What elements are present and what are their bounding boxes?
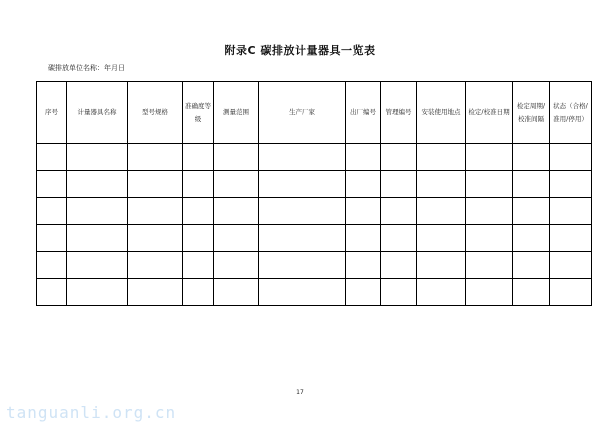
table-cell[interactable] — [214, 252, 259, 279]
table-cell[interactable] — [417, 252, 466, 279]
table-cell[interactable] — [346, 225, 381, 252]
table-cell[interactable] — [37, 171, 67, 198]
table-cell[interactable] — [346, 198, 381, 225]
header-model-spec: 型号规格 — [128, 82, 183, 144]
table-cell[interactable] — [513, 171, 550, 198]
table-cell[interactable] — [183, 279, 214, 306]
table-cell[interactable] — [214, 198, 259, 225]
header-calibration-interval: 检定周期/校准间隔 — [513, 82, 550, 144]
header-calibration-date: 检定/校准日期 — [466, 82, 513, 144]
table-cell[interactable] — [466, 225, 513, 252]
table-cell[interactable] — [513, 198, 550, 225]
table-cell[interactable] — [67, 252, 128, 279]
table-cell[interactable] — [346, 171, 381, 198]
table-row — [37, 198, 592, 225]
table-cell[interactable] — [37, 198, 67, 225]
table-cell[interactable] — [128, 252, 183, 279]
table-cell[interactable] — [417, 198, 466, 225]
table-cell[interactable] — [67, 144, 128, 171]
table-cell[interactable] — [550, 144, 592, 171]
table-cell[interactable] — [513, 144, 550, 171]
table-cell[interactable] — [67, 225, 128, 252]
table-cell[interactable] — [466, 171, 513, 198]
header-status: 状态（合格/准用/停用） — [550, 82, 592, 144]
table-cell[interactable] — [417, 171, 466, 198]
table-cell[interactable] — [214, 225, 259, 252]
table-cell[interactable] — [128, 225, 183, 252]
table-cell[interactable] — [417, 225, 466, 252]
table-cell[interactable] — [417, 279, 466, 306]
watermark: tanguanli.org.cn — [6, 403, 177, 422]
table-cell[interactable] — [259, 252, 346, 279]
table-cell[interactable] — [128, 171, 183, 198]
table-cell[interactable] — [381, 252, 417, 279]
table-cell[interactable] — [381, 198, 417, 225]
table-cell[interactable] — [259, 279, 346, 306]
table-cell[interactable] — [466, 144, 513, 171]
unit-name-date-line: 碳排放单位名称：年月日 — [48, 64, 125, 72]
carbon-emission-meter-table — [36, 81, 592, 306]
table-cell[interactable] — [37, 225, 67, 252]
table-cell[interactable] — [128, 198, 183, 225]
table-cell[interactable] — [381, 279, 417, 306]
table-cell[interactable] — [513, 279, 550, 306]
table-cell[interactable] — [183, 198, 214, 225]
table-cell[interactable] — [128, 144, 183, 171]
table-header-row — [37, 82, 592, 144]
page-title: 附录C 碳排放计量器具一览表 — [224, 44, 376, 57]
header-measuring-range: 测量范围 — [214, 82, 259, 144]
table-cell[interactable] — [346, 252, 381, 279]
table-cell[interactable] — [550, 198, 592, 225]
table-cell[interactable] — [128, 279, 183, 306]
page-number: 17 — [296, 389, 304, 396]
table-cell[interactable] — [214, 144, 259, 171]
header-accuracy-class: 准确度等级 — [183, 82, 214, 144]
table-cell[interactable] — [550, 171, 592, 198]
table-cell[interactable] — [346, 279, 381, 306]
table-row — [37, 144, 592, 171]
table-cell[interactable] — [37, 279, 67, 306]
table-cell[interactable] — [381, 225, 417, 252]
table-row — [37, 171, 592, 198]
table-body — [37, 144, 592, 306]
table-cell[interactable] — [550, 225, 592, 252]
table-cell[interactable] — [466, 198, 513, 225]
table-cell[interactable] — [550, 279, 592, 306]
header-instrument-name: 计量器具名称 — [67, 82, 128, 144]
table-cell[interactable] — [259, 225, 346, 252]
table-cell[interactable] — [466, 279, 513, 306]
table-row — [37, 279, 592, 306]
table-cell[interactable] — [183, 225, 214, 252]
table-cell[interactable] — [513, 225, 550, 252]
table-cell[interactable] — [550, 252, 592, 279]
header-installation-location: 安装使用地点 — [417, 82, 466, 144]
header-serial-number: 序号 — [37, 82, 67, 144]
header-management-number: 管理编号 — [381, 82, 417, 144]
table-cell[interactable] — [466, 252, 513, 279]
table-cell[interactable] — [513, 252, 550, 279]
table-cell[interactable] — [259, 198, 346, 225]
table-cell[interactable] — [67, 198, 128, 225]
header-manufacturer: 生产厂家 — [259, 82, 346, 144]
table-row — [37, 225, 592, 252]
table-cell[interactable] — [183, 252, 214, 279]
table-cell[interactable] — [183, 144, 214, 171]
table-cell[interactable] — [67, 171, 128, 198]
table-cell[interactable] — [381, 144, 417, 171]
table-cell[interactable] — [417, 144, 466, 171]
table-cell[interactable] — [381, 171, 417, 198]
table-cell[interactable] — [259, 144, 346, 171]
table-cell[interactable] — [67, 279, 128, 306]
table-cell[interactable] — [214, 279, 259, 306]
table-cell[interactable] — [37, 144, 67, 171]
table-cell[interactable] — [259, 171, 346, 198]
table-cell[interactable] — [37, 252, 67, 279]
table-cell[interactable] — [183, 171, 214, 198]
table-cell[interactable] — [214, 171, 259, 198]
table-cell[interactable] — [346, 144, 381, 171]
header-factory-number: 出厂编号 — [346, 82, 381, 144]
table-row — [37, 252, 592, 279]
